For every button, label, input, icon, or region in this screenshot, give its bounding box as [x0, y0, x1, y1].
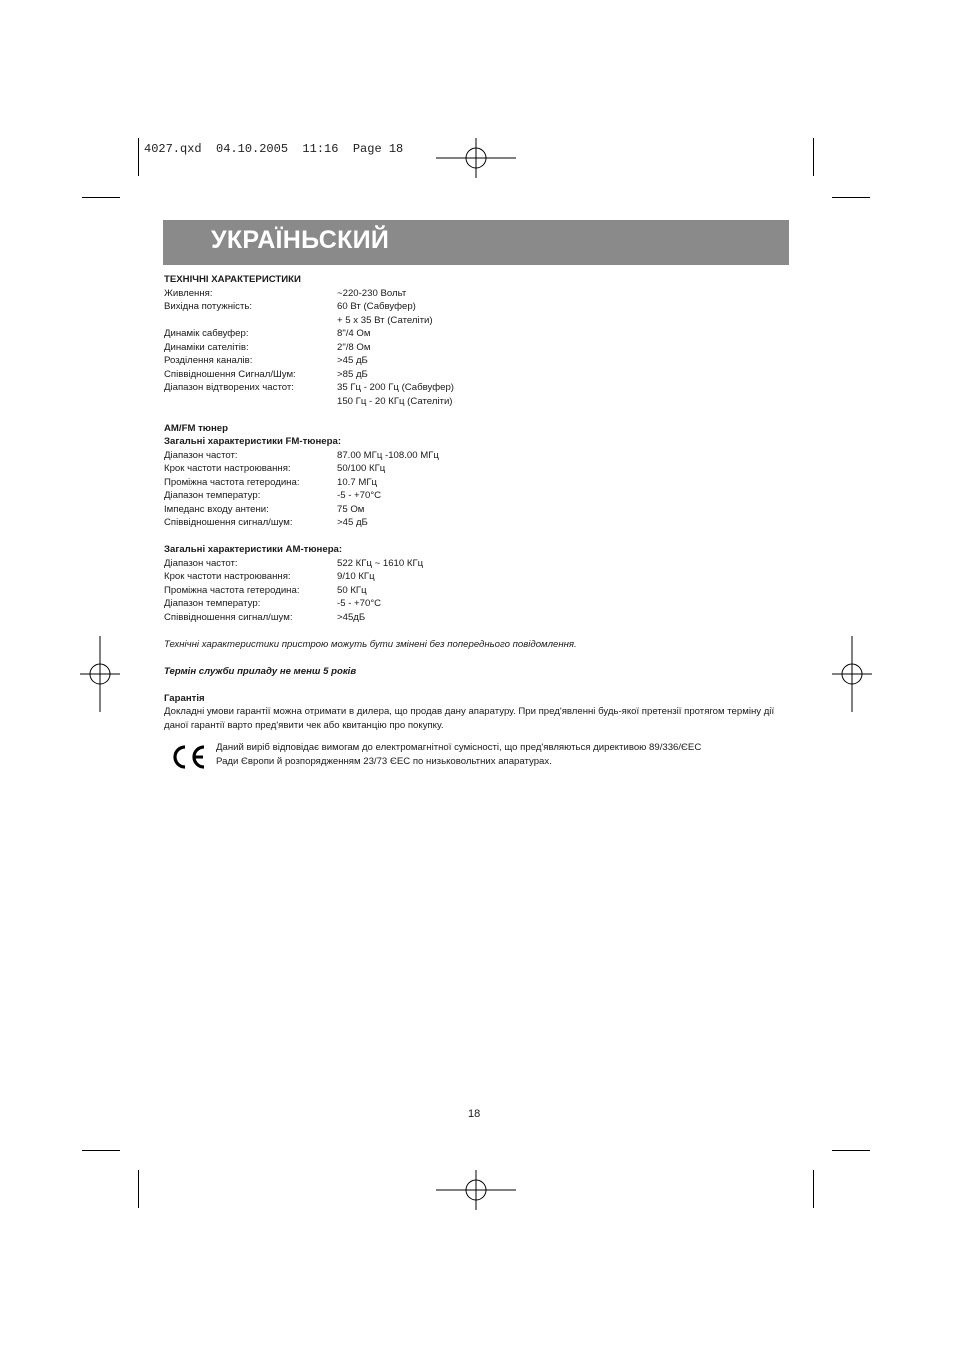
- file-slug: 4027.qxd 04.10.2005 11:16 Page 18: [144, 142, 404, 156]
- am-row: [164, 584, 789, 598]
- spec-label: Співвідношення Сигнал/Шум:: [164, 368, 296, 380]
- spec-row: [164, 287, 789, 301]
- am-label: Крок частоти настроювання:: [164, 571, 291, 582]
- ce-line-2: Ради Європи й розпорядженням 23/73 ЄЕС по низьковольтних апаратурах.: [216, 756, 552, 767]
- spec-value: 35 Гц - 200 Гц (Сабвуфер): [337, 382, 454, 393]
- am-value: 9/10 КГц: [337, 571, 375, 582]
- spec-value: 150 Гц - 20 КГц (Сателіти): [337, 395, 453, 407]
- spec-value: >45 дБ: [337, 355, 368, 366]
- fm-label: Крок частоти настроювання:: [164, 463, 291, 474]
- tuner-heading: AM/FM тюнер: [164, 422, 228, 434]
- page-number: 18: [468, 1108, 481, 1120]
- fm-value: 75 Ом: [337, 503, 365, 515]
- spec-row: [164, 368, 789, 382]
- am-value: 522 КГц ~ 1610 КГц: [337, 557, 424, 569]
- spec-label: Діапазон відтворених частот:: [164, 382, 294, 393]
- fm-label: Проміжна частота гетеродина:: [164, 476, 300, 488]
- fm-label: Діапазон температур:: [164, 490, 261, 501]
- registration-mark-top: [436, 138, 516, 178]
- registration-mark-bottom: [436, 1170, 516, 1210]
- registration-mark-left: [80, 636, 120, 712]
- spec-row: [164, 395, 789, 409]
- fm-row: [164, 503, 789, 517]
- spec-value: ~220-230 Вольт: [337, 287, 407, 299]
- spec-value: 2"/8 Ом: [337, 341, 371, 353]
- fm-value: 87.00 МГц -108.00 МГц: [337, 449, 439, 461]
- am-value: >45дБ: [337, 611, 366, 623]
- fm-row: [164, 462, 789, 476]
- fm-value: >45 дБ: [337, 517, 368, 528]
- language-banner: [163, 220, 789, 265]
- spec-value: 60 Вт (Сабвуфер): [337, 301, 416, 312]
- spec-label: Розділення каналів:: [164, 355, 253, 366]
- fm-value: 10.7 МГц: [337, 476, 378, 488]
- spec-row: [164, 327, 789, 341]
- spec-label: Динамік сабвуфер:: [164, 328, 249, 339]
- spec-label: Вихідна потужність:: [164, 301, 253, 312]
- fm-value: 50/100 КГц: [337, 463, 386, 474]
- am-label: Проміжна частота гетеродина:: [164, 584, 300, 596]
- am-heading: Загальні характеристики АМ-тюнера:: [164, 544, 343, 555]
- fm-row: [164, 449, 789, 463]
- change-notice: Технічні характеристики пристрою можуть бути змінені без попереднього повідомлення.: [164, 638, 577, 650]
- spec-label: Динаміки сателітів:: [164, 341, 249, 353]
- spec-label: Живлення:: [164, 287, 213, 299]
- spec-value: + 5 х 35 Вт (Сателіти): [337, 314, 433, 326]
- fm-row: [164, 489, 789, 503]
- am-label: Співвідношення сигнал/шум:: [164, 611, 293, 623]
- ce-mark-icon: [168, 743, 208, 771]
- am-row: [164, 570, 789, 584]
- ce-text: [216, 741, 701, 769]
- banner-title: УКРАЇНЬСКИЙ: [211, 226, 390, 254]
- warranty-text: Докладні умови гарантії можна отримати в дилера, що продав дану апаратуру. При пред'явленні будь-якої претензії протягом терміну дії даної гарантії варто пред'явити чек або квитанцію про покупку.: [164, 706, 775, 731]
- specs-heading: ТЕХНІЧНІ ХАРАКТЕРИСТИКИ: [164, 274, 301, 285]
- spec-value: >85 дБ: [337, 368, 368, 380]
- registration-mark-right: [832, 636, 872, 712]
- spec-row: [164, 381, 789, 395]
- fm-row: [164, 476, 789, 490]
- am-value: 50 КГц: [337, 584, 367, 596]
- spec-value: 8"/4 Ом: [337, 328, 371, 339]
- fm-value: -5 - +70°C: [337, 490, 382, 501]
- fm-label: Імпеданс входу антени:: [164, 503, 269, 515]
- specifications-section: [164, 273, 789, 732]
- fm-heading: Загальні характеристики FM-тюнера:: [164, 436, 342, 447]
- fm-row: [164, 516, 789, 530]
- service-life: Термін служби приладу не менш 5 років: [164, 665, 357, 677]
- fm-label: Співвідношення сигнал/шум:: [164, 517, 293, 528]
- spec-row: [164, 300, 789, 314]
- ce-line-1: Даний виріб відповідає вимогам до електромагнітної сумісності, що пред'являються директивою 89/336/ЄЕС: [216, 742, 702, 753]
- fm-label: Діапазон частот:: [164, 449, 238, 461]
- warranty-heading: Гарантія: [164, 692, 205, 704]
- spec-row: [164, 354, 789, 368]
- am-row: [164, 597, 789, 611]
- am-value: -5 - +70°C: [337, 598, 382, 609]
- spec-row: [164, 314, 789, 328]
- ce-compliance: [164, 741, 789, 773]
- am-label: Діапазон частот:: [164, 557, 238, 569]
- am-row: [164, 611, 789, 625]
- am-label: Діапазон температур:: [164, 598, 261, 609]
- spec-row: [164, 341, 789, 355]
- am-row: [164, 557, 789, 571]
